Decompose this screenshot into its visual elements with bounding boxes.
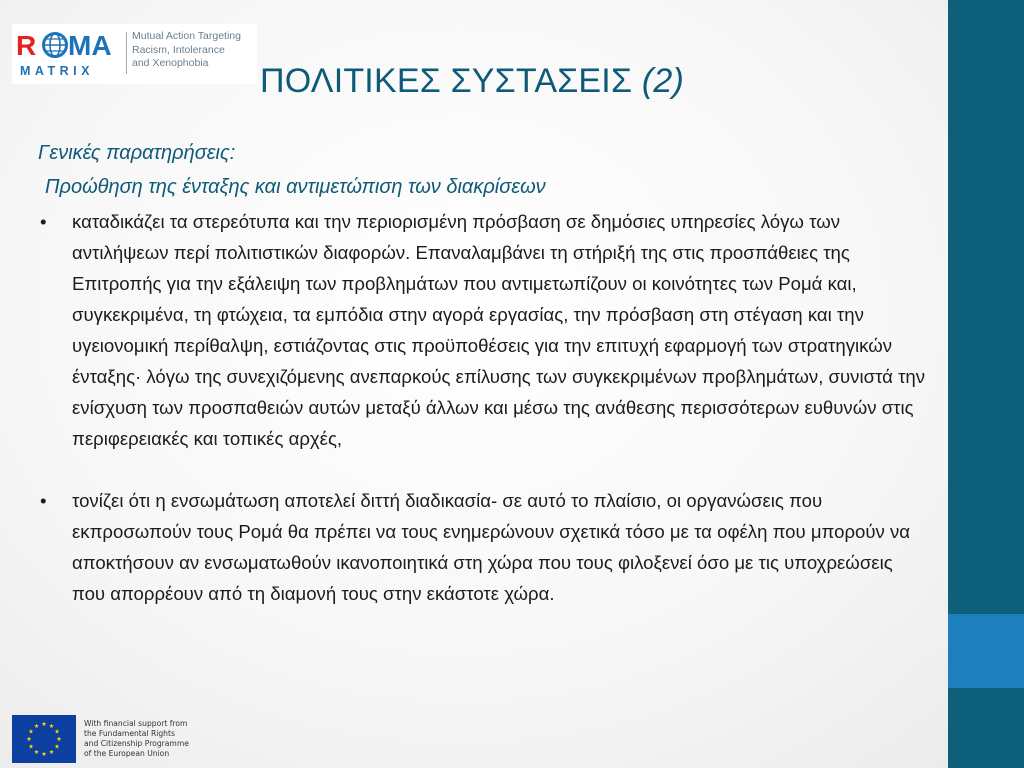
- bullet-dot-icon: •: [40, 211, 47, 232]
- eu-flag-icon: [12, 715, 76, 763]
- logo-word-matrix: MATRIX: [20, 64, 94, 78]
- eu-support-line: With financial support from: [84, 719, 188, 728]
- roma-matrix-logo: [12, 24, 257, 84]
- eu-support-line: the Fundamental Rights: [84, 729, 175, 738]
- eu-support-text: [84, 719, 189, 759]
- logo-tagline-line: Racism, Intolerance: [132, 43, 225, 56]
- logo-tagline: [132, 30, 257, 71]
- eu-support-line: of the European Union: [84, 749, 170, 758]
- eu-funding-notice: [12, 715, 198, 765]
- bullet-text: τονίζει ότι η ενσωμάτωση αποτελεί διττή διαδικασία- σε αυτό το πλαίσιο, οι οργανώσεις που εκπροσωπούν τους Ρομά θα πρέπει να τους ενημερώνουν σχετικά τόσο με τα οφέλη που μπορούν να αποκτήσουν αν ενσωματωθούν ικανοποιητικά στη χώρα που τους φιλοξενεί όσο με τις υποχρεώσεις που απορρέουν από τη διαμονή τους στην εκάστοτε χώρα.: [72, 490, 911, 604]
- slide-title-number: (2): [641, 62, 684, 100]
- logo-divider: [126, 32, 127, 74]
- sidebar-accent-block: [948, 614, 1024, 688]
- slide-title: [260, 62, 940, 101]
- general-remarks-heading: Γενικές παρατηρήσεις:: [38, 142, 236, 164]
- logo-tagline-line: and Xenophobia: [132, 57, 209, 69]
- section-heading: Προώθηση της ένταξης και αντιμετώπιση των διακρίσεων: [45, 176, 546, 198]
- roma-matrix-logo-mark: [14, 28, 122, 80]
- eu-support-line: and Citizenship Programme: [84, 739, 189, 748]
- logo-tagline-line: Mutual Action Targeting: [132, 30, 241, 42]
- bullet-list: [38, 206, 928, 609]
- bullet-item: [38, 485, 928, 609]
- slide-title-main: ΠΟΛΙΤΙΚΕΣ ΣΥΣΤΑΣΕΙΣ: [260, 62, 633, 100]
- bullet-item: [38, 206, 928, 454]
- logo-letters-ma: MA: [68, 30, 112, 61]
- globe-icon: [44, 34, 67, 57]
- logo-letter-r: R: [16, 30, 37, 61]
- bullet-dot-icon: •: [40, 490, 47, 511]
- bullet-text: καταδικάζει τα στερεότυπα και την περιορισμένη πρόσβαση σε δημόσιες υπηρεσίες λόγω των αντιλήψεων περί πολιτιστικών διαφορών. Επαναλαμβάνει τη στήριξή της στις προσπάθειες της Επιτροπής για την εξάλειψη των προβλημάτων που αντιμετωπίζουν οι κοινότητες των Ρομά και, συγκεκριμένα, τη φτώχεια, τα εμπόδια στην αγορά εργασίας, την πρόσβαση στη στέγαση και την υγειονομική περίθαλψη, εστιάζοντας στις προϋποθέσεις για την επιτυχή εφαρμογή των στρατηγικών ένταξης· λόγω της συνεχιζόμενης ανεπαρκούς επίλυσης των συγκεκριμένων προβλημάτων, συνιστά την ενίσχυση των προσπαθειών αυτών μεταξύ άλλων και μέσω της ανάθεσης περισσότερων ευθυνών στις περιφερειακές και τοπικές αρχές,: [72, 211, 926, 449]
